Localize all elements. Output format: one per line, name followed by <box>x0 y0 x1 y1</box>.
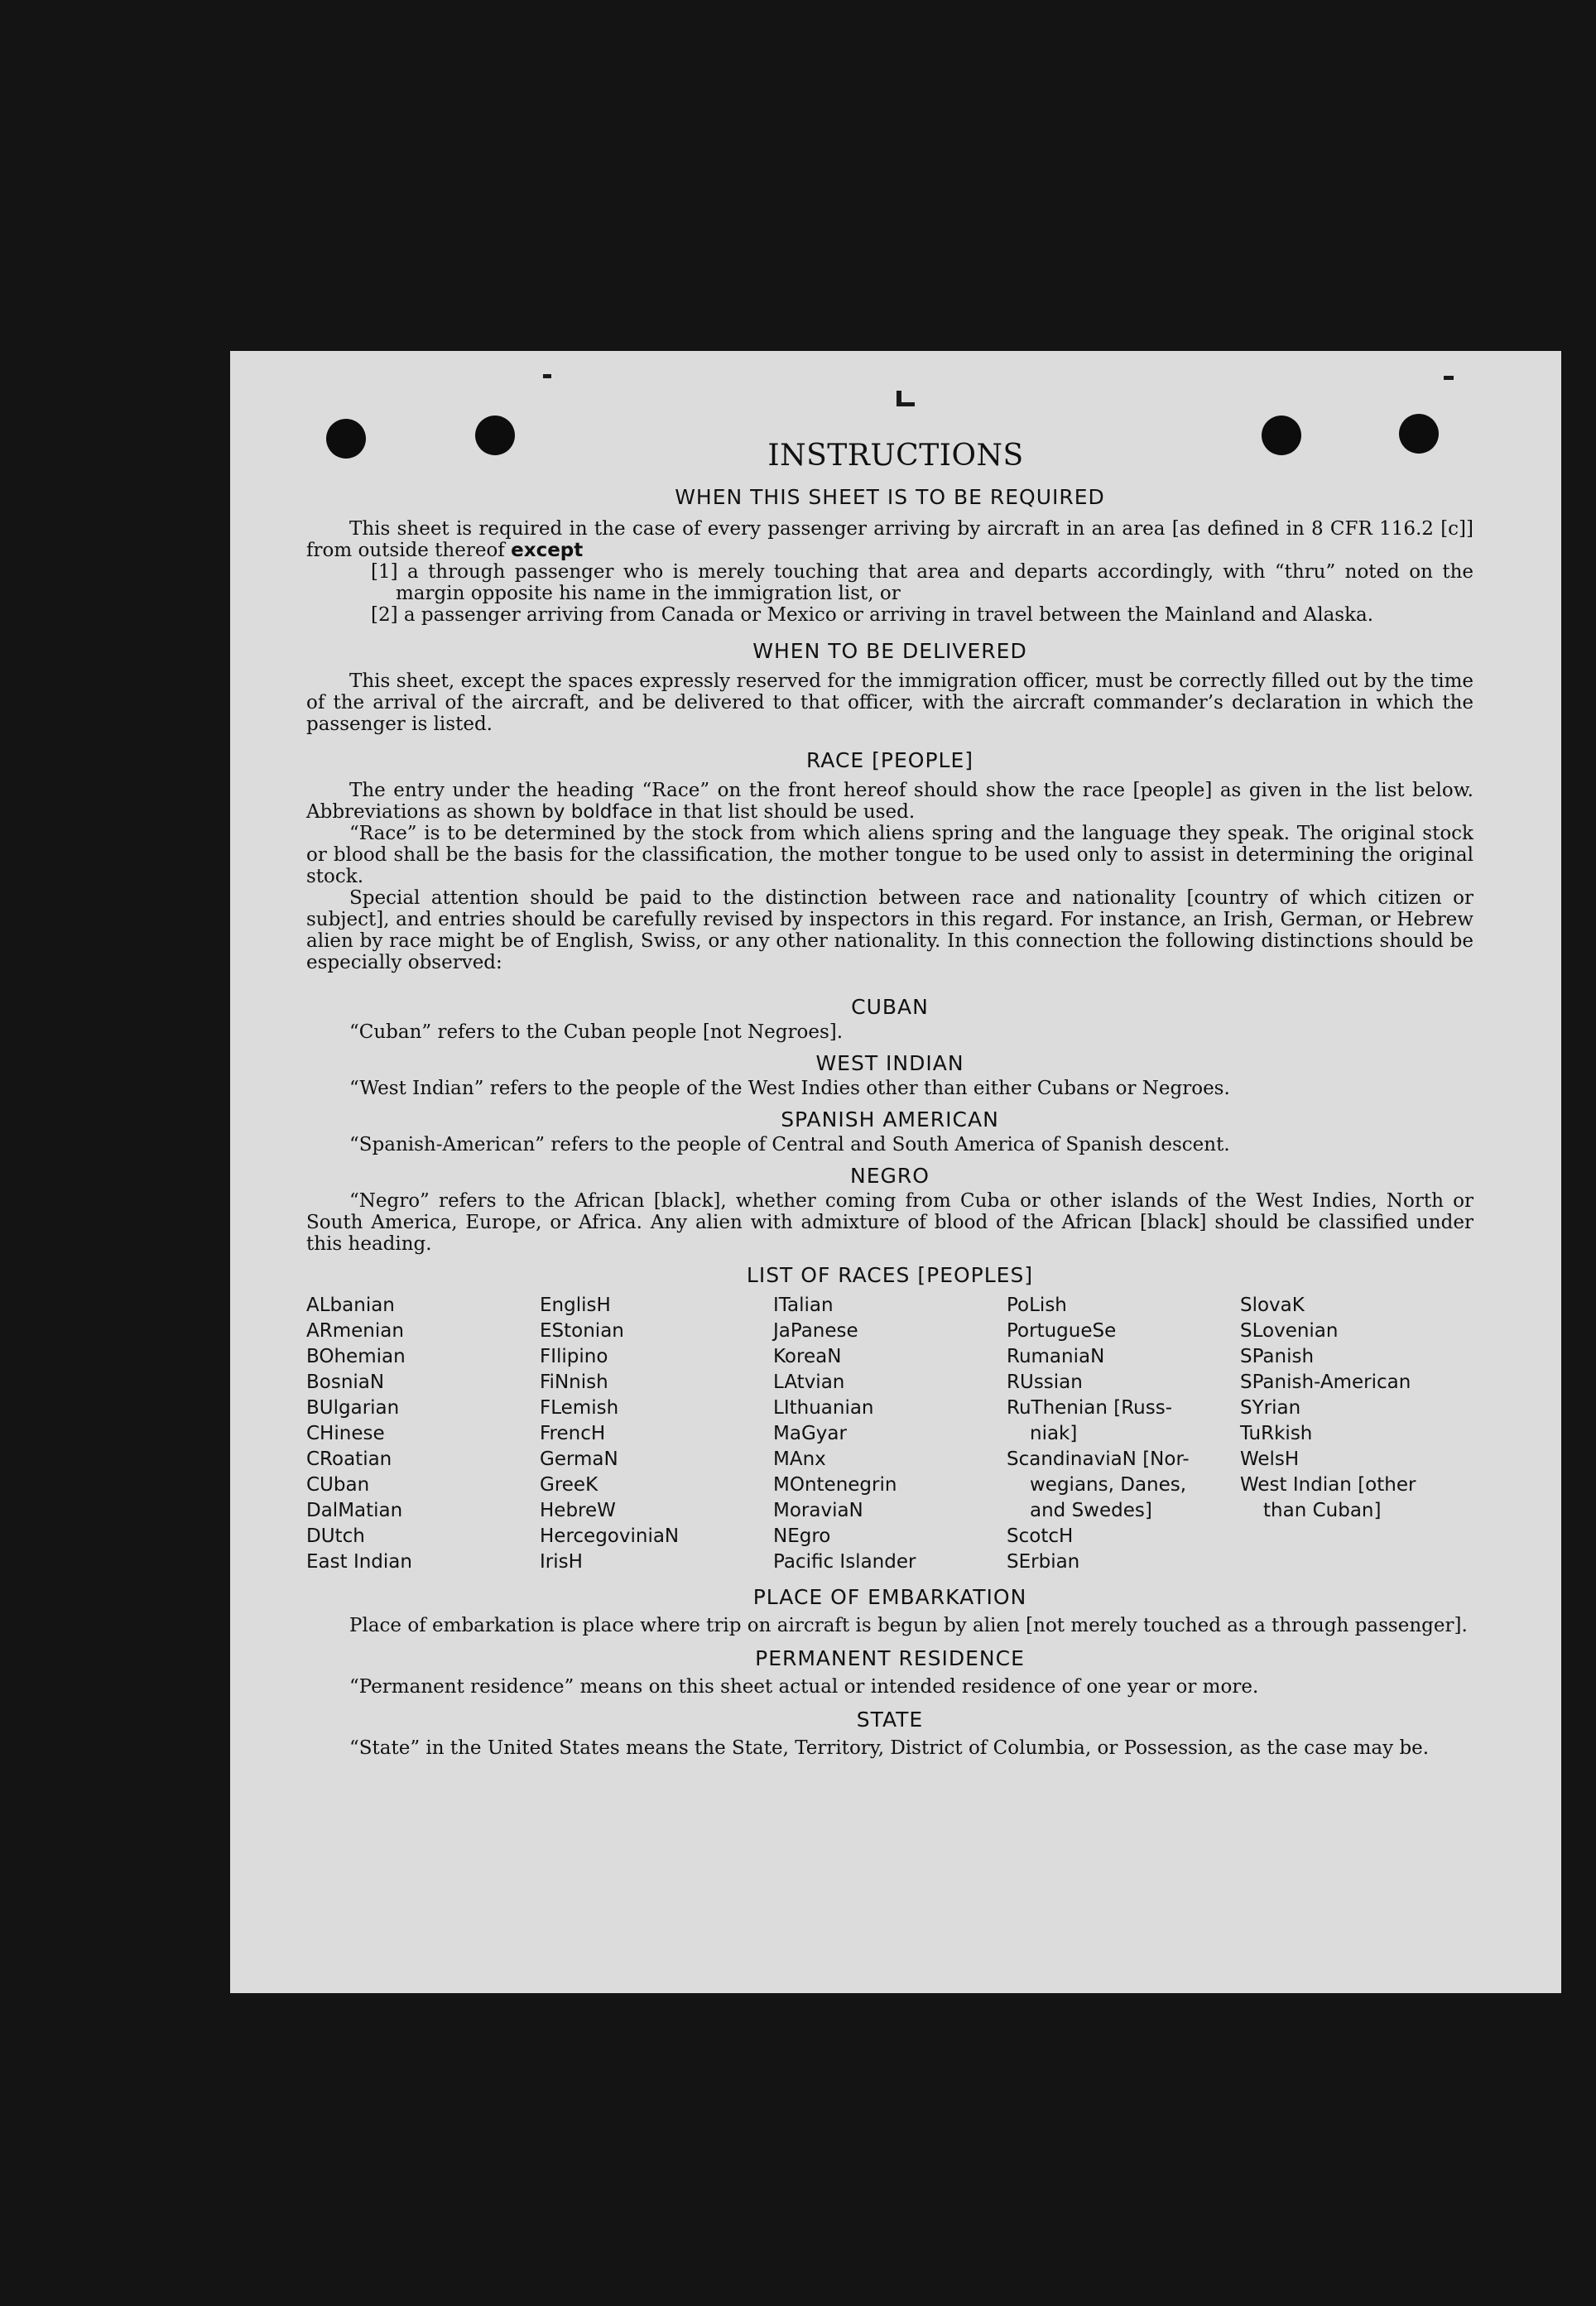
race-entry: West Indian [other <box>1240 1474 1416 1496</box>
embarkation-text: Place of embarkation is place where trip on aircraft is begun by alien [not merely touched as a through passenger]. <box>349 1615 1468 1636</box>
race-entry: Pacific Islander <box>773 1551 916 1573</box>
race-entry: LAtvian <box>773 1372 845 1393</box>
race-entry: niak] <box>1030 1423 1078 1444</box>
race-entry: GermaN <box>540 1448 618 1470</box>
race-entry: wegians, Danes, <box>1030 1474 1187 1496</box>
heading-when-delivered: WHEN TO BE DELIVERED <box>752 639 1027 663</box>
race-entry: MOntenegrin <box>773 1474 897 1496</box>
spanish-american-text: “Spanish-American” refers to the people of Central and South America of Spanish descent. <box>349 1134 1230 1155</box>
race-entry: SPanish-American <box>1240 1372 1411 1393</box>
race-entry: ScandinaviaN [Nor- <box>1007 1448 1190 1470</box>
race-entry: IrisH <box>540 1551 583 1573</box>
race-entry: ALbanian <box>306 1295 395 1316</box>
race-entry: KoreaN <box>773 1346 842 1367</box>
ink-speck <box>543 374 551 378</box>
ink-speck <box>1444 376 1454 380</box>
race-entry: ITalian <box>773 1295 834 1316</box>
race-entry: SLovenian <box>1240 1320 1339 1342</box>
heading-west-indian: WEST INDIAN <box>815 1051 964 1075</box>
race-entry: LIthuanian <box>773 1397 874 1419</box>
required-intro: This sheet is required in the case of every passenger arriving by aircraft in an area [as defined in 8 CFR 116.2 [c]] from outside thereof except <box>306 518 1473 561</box>
race-entry: SlovaK <box>1240 1295 1305 1316</box>
race-entry: SErbian <box>1007 1551 1080 1573</box>
races-column-3 <box>773 1293 1007 1575</box>
races-column-5 <box>1240 1293 1473 1575</box>
race-entry: BOhemian <box>306 1346 406 1367</box>
ink-speck <box>897 402 915 406</box>
race-entry: SPanish <box>1240 1346 1315 1367</box>
race-paragraph-3: Special attention should be paid to the distinction between race and nationality [country of which citizen or subject], and entries should be carefully revised by inspectors in this regard. For instance, an Irish, German, or Hebrew alien by race might be of English, Swiss, or any other nationality. In this connection the following distinctions should be especially observed: <box>306 887 1473 973</box>
race-entry: RuThenian [Russ- <box>1007 1397 1173 1419</box>
race-entry: DalMatian <box>306 1500 403 1521</box>
residence-text: “Permanent residence” means on this sheet actual or intended residence of one year or more. <box>349 1676 1259 1698</box>
ink-speck <box>897 391 901 402</box>
race-entry: FrencH <box>540 1423 606 1444</box>
heading-list-of-races: LIST OF RACES [PEOPLES] <box>746 1263 1034 1287</box>
race-entry: EnglisH <box>540 1295 611 1316</box>
heading-negro: NEGRO <box>850 1164 930 1188</box>
delivered-text: This sheet, except the spaces expressly reserved for the immigration officer, must be correctly filled out by the time of the arrival of the aircraft, and be delivered to that officer, with the aircraft commander’s declaration in which the passenger is listed. <box>306 670 1473 735</box>
race-entry: BosniaN <box>306 1372 385 1393</box>
race-entry: CRoatian <box>306 1448 392 1470</box>
races-column-1 <box>306 1293 540 1575</box>
west-indian-text: “West Indian” refers to the people of the West Indies other than either Cubans or Negroes. <box>349 1078 1230 1099</box>
instruction-sheet <box>230 351 1561 1993</box>
heading-race: RACE [PEOPLE] <box>805 748 974 772</box>
race-entry: MaGyar <box>773 1423 847 1444</box>
race-entry: East Indian <box>306 1551 412 1573</box>
heading-cuban: CUBAN <box>851 995 929 1019</box>
race-paragraph-1: The entry under the heading “Race” on the front hereof should show the race [people] as given in the list below. Abbreviations as shown by boldface in that list should be used. <box>306 780 1473 823</box>
exception-item-1: [1] a through passenger who is merely touching that area and departs accordingly, with “thru” noted on the margin opposite his name in the immigration list, or <box>371 561 1473 604</box>
heading-state: STATE <box>856 1708 924 1732</box>
race-entry: EStonian <box>540 1320 624 1342</box>
heading-permanent-residence: PERMANENT RESIDENCE <box>755 1646 1025 1670</box>
race-entry: TuRkish <box>1240 1423 1313 1444</box>
race-entry: GreeK <box>540 1474 598 1496</box>
race-entry: and Swedes] <box>1030 1500 1152 1521</box>
race-entry: DUtch <box>306 1525 365 1547</box>
heading-spanish-american: SPANISH AMERICAN <box>781 1107 999 1131</box>
race-entry: HercegoviniaN <box>540 1525 680 1547</box>
race-entry: NEgro <box>773 1525 831 1547</box>
race-entry: MAnx <box>773 1448 826 1470</box>
race-entry: MoraviaN <box>773 1500 863 1521</box>
cuban-text: “Cuban” refers to the Cuban people [not Negroes]. <box>349 1021 844 1043</box>
race-entry: BUlgarian <box>306 1397 400 1419</box>
race-entry: RumaniaN <box>1007 1346 1105 1367</box>
race-entry: FiNnish <box>540 1372 608 1393</box>
state-text: “State” in the United States means the State, Territory, District of Columbia, or Possession, as the case may be. <box>349 1737 1430 1759</box>
race-entry: PortugueSe <box>1007 1320 1117 1342</box>
races-list <box>306 1293 1473 1575</box>
race-entry: than Cuban] <box>1263 1500 1382 1521</box>
race-entry: FLemish <box>540 1397 619 1419</box>
race-entry: PoLish <box>1007 1295 1067 1316</box>
race-entry: RUssian <box>1007 1372 1083 1393</box>
race-paragraph-2: “Race” is to be determined by the stock from which aliens spring and the language they speak. The original stock or blood shall be the basis for the classification, the mother tongue to be used only to assist in determining the original stock. <box>306 823 1473 887</box>
page-title: INSTRUCTIONS <box>767 439 1024 473</box>
negro-text: “Negro” refers to the African [black], whether coming from Cuba or other islands of the West Indies, North or South America, Europe, or Africa. Any alien with admixture of blood of the African [black] should be classified under this heading. <box>306 1190 1473 1255</box>
race-entry: CUban <box>306 1474 370 1496</box>
instructions-body <box>306 483 1473 1759</box>
exception-item-2: [2] a passenger arriving from Canada or Mexico or arriving in travel between the Mainland and Alaska. <box>371 604 1374 626</box>
heading-when-required: WHEN THIS SHEET IS TO BE REQUIRED <box>675 485 1105 509</box>
races-column-2 <box>540 1293 773 1575</box>
race-entry: ScotcH <box>1007 1525 1074 1547</box>
races-column-4 <box>1007 1293 1240 1575</box>
race-entry: JaPanese <box>773 1320 858 1342</box>
race-entry: SYrian <box>1240 1397 1301 1419</box>
race-entry: CHinese <box>306 1423 385 1444</box>
race-entry: WelsH <box>1240 1448 1300 1470</box>
race-entry: HebreW <box>540 1500 616 1521</box>
race-entry: FIlipino <box>540 1346 608 1367</box>
race-entry: ARmenian <box>306 1320 404 1342</box>
heading-place-of-embarkation: PLACE OF EMBARKATION <box>752 1585 1027 1609</box>
